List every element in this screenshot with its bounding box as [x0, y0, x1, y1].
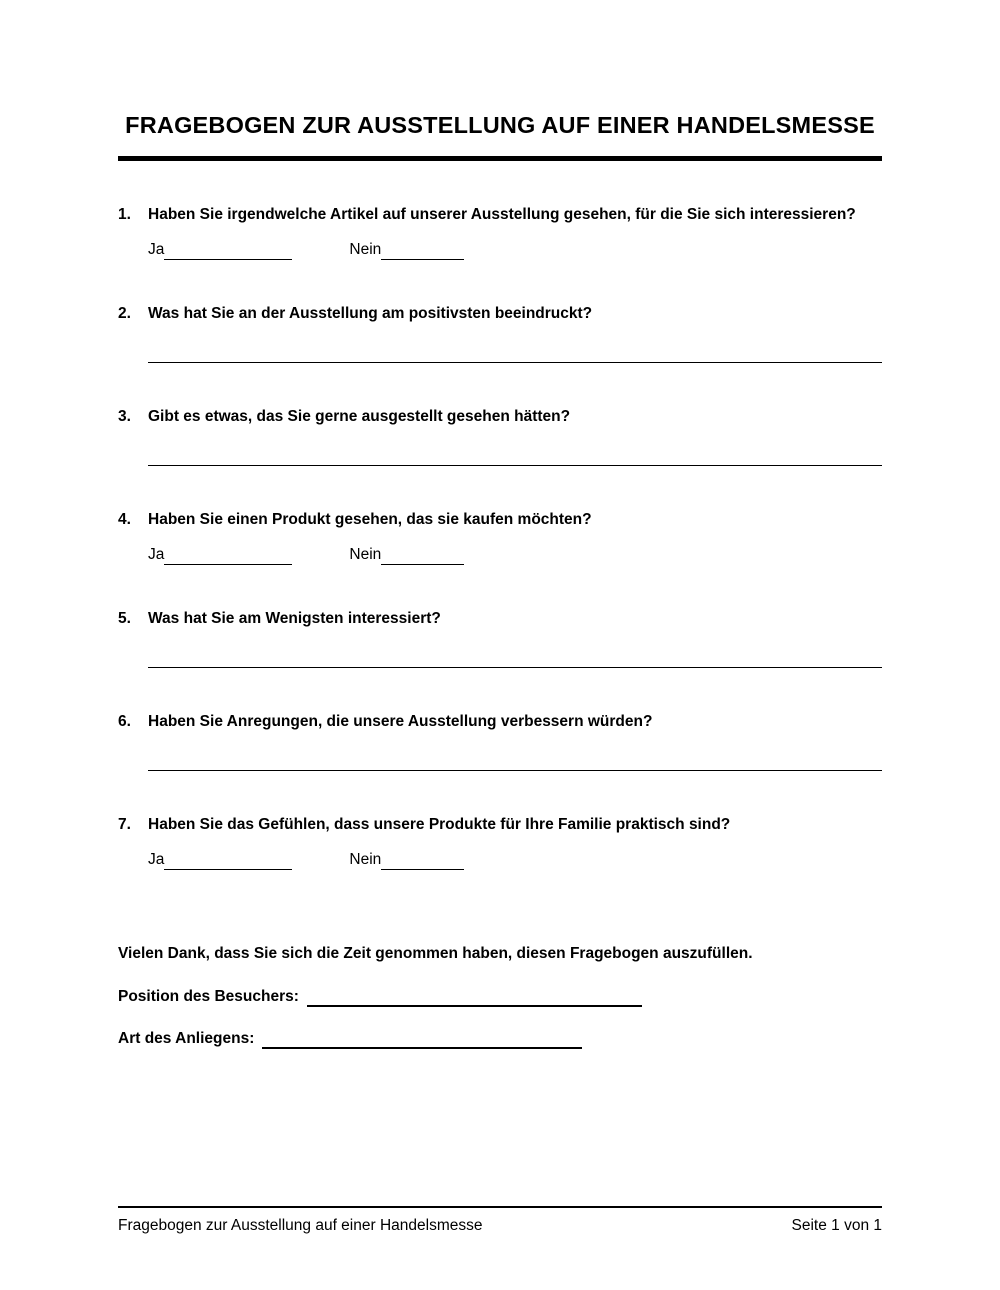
field-blank-line [262, 1030, 582, 1049]
question-block-6 [118, 710, 882, 771]
ja-nein-answer-7 [148, 850, 882, 870]
question-3 [118, 405, 882, 428]
field-label: Art des Anliegens: [118, 1030, 255, 1047]
footer [118, 1206, 882, 1235]
question-block-1 [118, 203, 882, 260]
ja-blank-line [164, 241, 292, 260]
ja-nein-answer-4 [148, 545, 882, 565]
question-block-5 [118, 607, 882, 668]
answer-blank-line [148, 465, 882, 466]
question-block-7 [118, 813, 882, 870]
ja-label: Ja [148, 546, 165, 563]
question-text: Haben Sie Anregungen, die unsere Ausstellung verbessern würden? [148, 713, 653, 730]
ja-nein-answer-1 [148, 240, 882, 260]
answer-blank-line [148, 362, 882, 363]
question-text: Haben Sie einen Produkt gesehen, das sie kaufen möchten? [148, 511, 592, 528]
question-number: 2. [118, 305, 131, 322]
question-text: Haben Sie irgendwelche Artikel auf unserer Ausstellung gesehen, für die Sie sich interessieren? [148, 206, 856, 223]
answer-blank-line [148, 770, 882, 771]
question-4 [118, 508, 882, 531]
field-position-des-besuchers [118, 986, 882, 1007]
field-label: Position des Besuchers: [118, 988, 299, 1005]
nein-label: Nein [349, 851, 382, 868]
question-text: Was hat Sie am Wenigsten interessiert? [148, 610, 441, 627]
question-5 [118, 607, 882, 630]
ja-label: Ja [148, 851, 165, 868]
question-2 [118, 302, 882, 325]
question-number: 5. [118, 610, 131, 627]
question-6 [118, 710, 882, 733]
question-block-2 [118, 302, 882, 363]
question-text: Was hat Sie an der Ausstellung am positivsten beeindruckt? [148, 305, 593, 322]
question-block-4 [118, 508, 882, 565]
nein-blank-line [381, 241, 464, 260]
question-text: Gibt es etwas, das Sie gerne ausgestellt gesehen hätten? [148, 408, 571, 425]
closing-text: Vielen Dank, dass Sie sich die Zeit genommen haben, diesen Fragebogen auszufüllen. [118, 945, 753, 962]
footer-page-number: Seite 1 von 1 [791, 1217, 882, 1234]
ja-blank-line [164, 851, 292, 870]
page-title: FRAGEBOGEN ZUR AUSSTELLUNG AUF EINER HANDELSMESSE [125, 112, 875, 138]
question-1 [118, 203, 882, 226]
question-number: 4. [118, 511, 131, 528]
field-art-des-anliegens [118, 1028, 882, 1049]
footer-divider [118, 1206, 882, 1208]
nein-label: Nein [349, 546, 382, 563]
nein-label: Nein [349, 241, 382, 258]
field-blank-line [307, 988, 642, 1007]
footer-document-title: Fragebogen zur Ausstellung auf einer Handelsmesse [118, 1217, 483, 1234]
nein-blank-line [381, 851, 464, 870]
ja-label: Ja [148, 241, 165, 258]
question-number: 3. [118, 408, 131, 425]
question-number: 6. [118, 713, 131, 730]
question-text: Haben Sie das Gefühlen, dass unsere Produkte für Ihre Familie praktisch sind? [148, 816, 731, 833]
nein-blank-line [381, 546, 464, 565]
question-number: 1. [118, 206, 131, 223]
answer-blank-line [148, 667, 882, 668]
title-divider [118, 156, 882, 161]
question-number: 7. [118, 816, 131, 833]
question-7 [118, 813, 882, 836]
ja-blank-line [164, 546, 292, 565]
question-block-3 [118, 405, 882, 466]
